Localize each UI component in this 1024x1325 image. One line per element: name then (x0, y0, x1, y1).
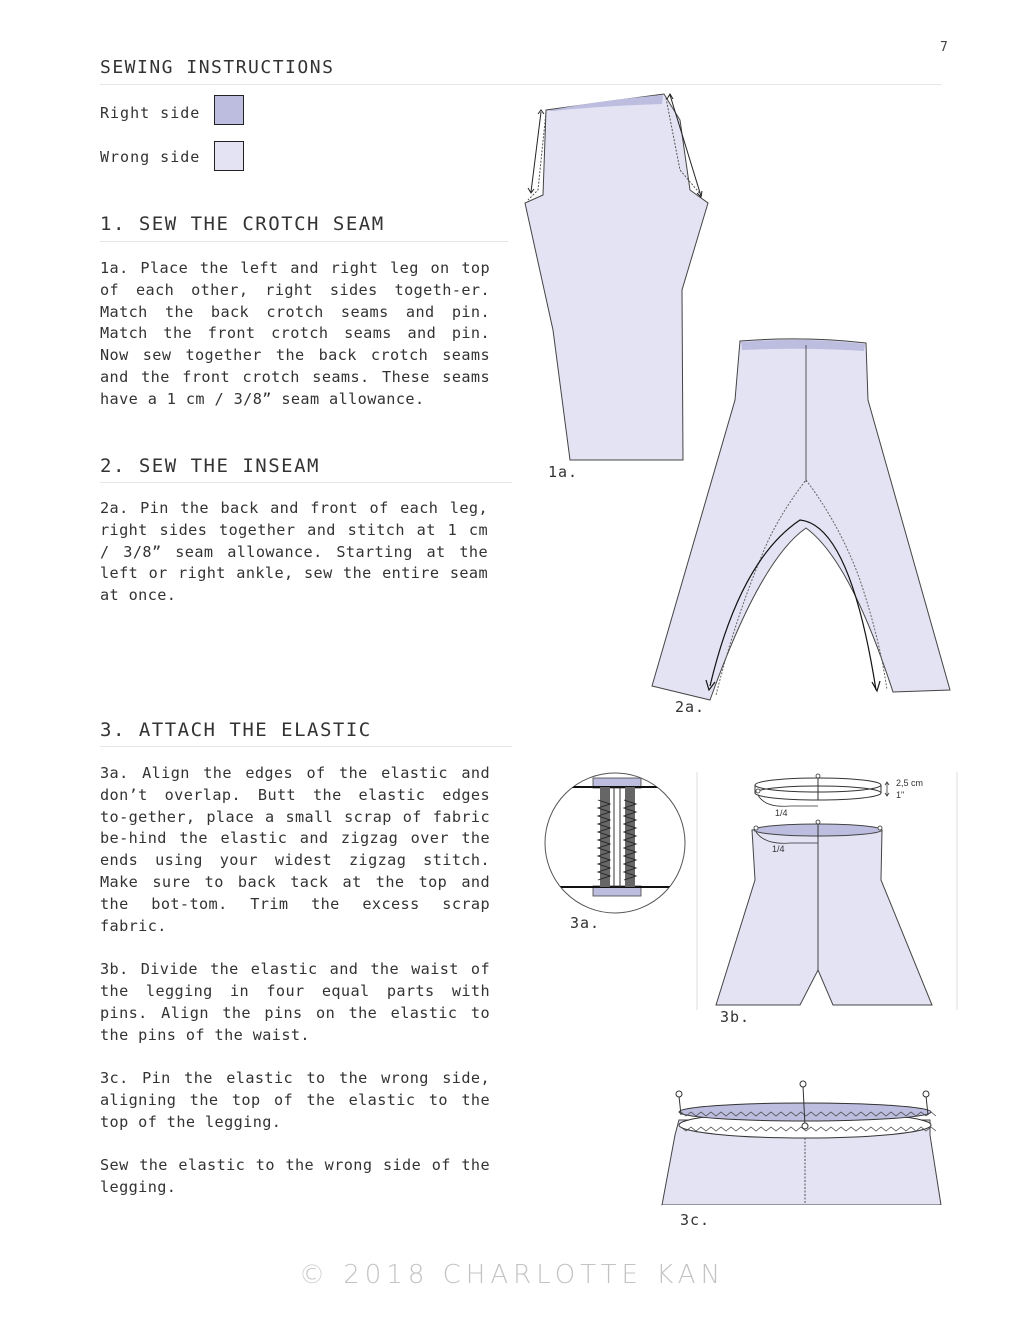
section-1-title: 1. SEW THE CROTCH SEAM (100, 213, 385, 235)
figure-3a-label: 3a. (570, 914, 601, 932)
section-3-title: 3. ATTACH THE ELASTIC (100, 719, 372, 741)
paragraph-2a: 2a. Pin the back and front of each leg, right sides together and stitch at 1 cm / 3/8” seam allowance. Starting at the left or right ankle, sew the entire seam at once. (100, 499, 488, 605)
legend-wrong-side-label: Wrong side (100, 148, 201, 166)
figure-3b-label: 3b. (720, 1008, 751, 1026)
figure-3b-quarter-top: 1/4 (775, 808, 788, 818)
figure-3b-width-in: 1" (896, 790, 905, 800)
figure-2a-label: 2a. (675, 698, 706, 716)
paragraph-3c: 3c. Pin the elastic to the wrong side, aligning the top of the elastic to the top of the legging. (100, 1069, 490, 1131)
figure-3b-quarter-bottom: 1/4 (772, 844, 785, 854)
section-2-title: 2. SEW THE INSEAM (100, 455, 320, 477)
figure-1a-label: 1a. (548, 463, 579, 481)
paragraph-3a: 3a. Align the edges of the elastic and don’t overlap. Butt the elastic edges to-gether, place a small scrap of fabric be-hind the elastic and zigzag over the ends using your widest zigzag stitch. Make sure to back tack at the top and the bot-tom. Trim the excess scrap fabric. (100, 764, 490, 935)
paragraph-3b: 3b. Divide the elastic and the waist of the legging in four equal parts with pins. Align the pins on the elastic to the pins of the waist. (100, 960, 490, 1044)
page-title: SEWING INSTRUCTIONS (100, 57, 335, 78)
figure-3c-label: 3c. (680, 1211, 711, 1229)
legend-right-side-label: Right side (100, 104, 201, 122)
paragraph-sew: Sew the elastic to the wrong side of the legging. (100, 1156, 490, 1197)
page-number: 7 (940, 40, 948, 55)
paragraph-1a: 1a. Place the left and right leg on top of each other, right sides togeth-er. Match the back crotch seams and pin. Match the front crotch seams and pin. Now sew together the back crotch seams and the front crotch seams. These seams have a 1 cm / 3/8” seam allowance. (100, 259, 490, 408)
footer-copyright: © 2018 CHARLOTTE KAN (298, 1260, 726, 1290)
figure-3b-width-cm: 2,5 cm (896, 778, 924, 788)
